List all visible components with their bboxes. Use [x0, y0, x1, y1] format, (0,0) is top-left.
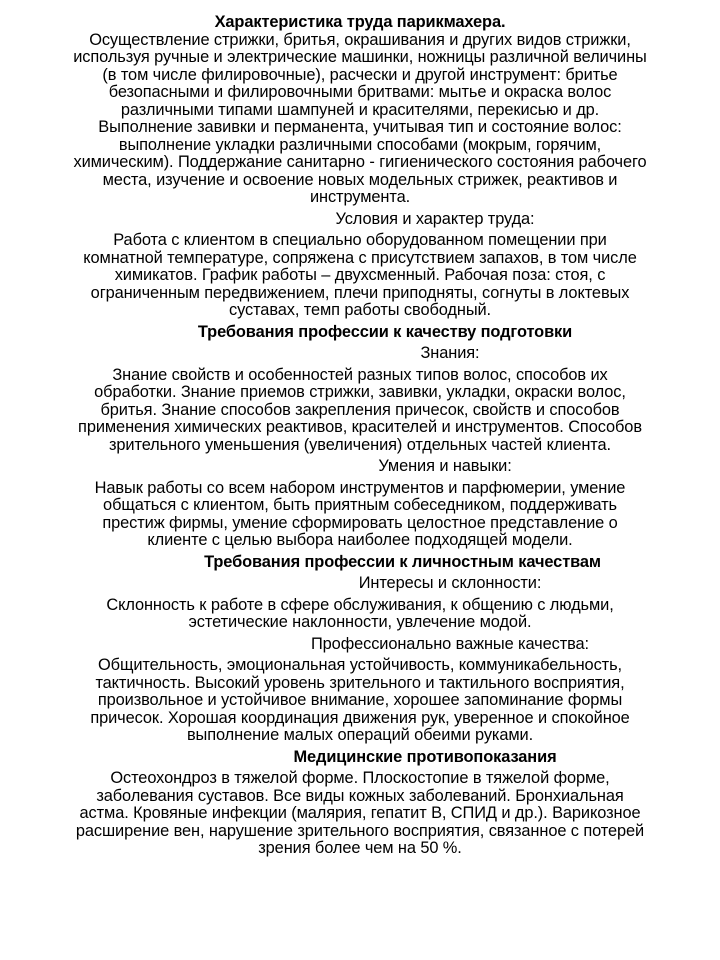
text-line: расширение вен, нарушение зрительного восприятия, связанное с потерей	[75, 821, 645, 840]
text-line: выполнение укладки различными способами (мокрым, горячим,	[118, 135, 602, 154]
paragraph-knowledge	[0, 367, 720, 455]
text-line: Работа с клиентом в специально оборудованном помещении при	[113, 231, 607, 249]
text-line: астма. Кровяные инфекции (малярия, гепатит В, СПИД и др.). Варикозное	[79, 804, 641, 822]
heading-skills: Умения и навыки:	[378, 457, 512, 475]
text-line: клиенте с целью выбора наиболее подходящей модели.	[147, 531, 573, 549]
text-line: различными типами шампуней и красителями, перекисью и др.	[120, 100, 600, 119]
text-line: обработки. Знание приемов стрижки, завивки, укладки, окраски волос,	[94, 383, 626, 401]
text-line: химическим). Поддержание санитарно - гигиенического состояния рабочего	[73, 153, 647, 171]
text-line: бритья. Знание способов закрепления причесок, свойств и способов	[100, 400, 620, 419]
text-line: комнатной температуре, сопряжена с присутствием запахов, в том числе	[83, 248, 637, 267]
text-line: выполнение малых операций обеими руками.	[186, 726, 534, 744]
text-line: (в том числе филировочные), расчески и другой инструмент: бритье	[102, 65, 618, 84]
text-line: Навык работы со всем набором инструментов и парфюмерии, умение	[94, 478, 626, 497]
text-line: тактичность. Высокий уровень зрительного и тактильного восприятия,	[95, 673, 625, 692]
text-line: зрения более чем на 50 %.	[258, 839, 462, 857]
document-title: Характеристика труда парикмахера.	[214, 13, 506, 31]
text-line: безопасными и филировочными бритвами: мытье и окраска волос	[108, 83, 612, 101]
text-line: Общительность, эмоциональная устойчивость, коммуникабельность,	[98, 656, 622, 674]
paragraph-conditions	[0, 232, 720, 320]
heading-medical: Медицинские противопоказания	[293, 747, 557, 766]
text-line: Выполнение завивки и перманента, учитывая тип и состояние волос:	[98, 118, 622, 136]
heading-training: Требования профессии к качеству подготовки	[197, 322, 573, 341]
text-line: престиж фирмы, умение сформировать целостное представление о	[102, 513, 618, 532]
text-line: химикатов. График работы – двухсменный. Рабочая поза: стоя, с	[114, 266, 606, 284]
heading-qualities: Профессионально важные качества:	[310, 634, 589, 653]
heading-conditions: Условия и характер труда:	[335, 209, 535, 228]
text-line: причесок. Хорошая координация движения рук, уверенное и спокойное	[90, 708, 630, 727]
text-line: применения химических реактивов, красителей и инструментов. Способов	[78, 418, 642, 436]
text-line: суставах, темп работы свободный.	[228, 301, 492, 319]
heading-personal: Требования профессии к личностным качествам	[204, 552, 601, 571]
text-line: используя ручные и электрические машинки, ножницы различной величины	[73, 48, 647, 66]
text-line: произвольное и устойчивое внимание, хорошее запоминание формы	[97, 691, 623, 709]
document-page	[0, 14, 720, 858]
text-line: Склонность к работе в сфере обслуживания, к общению с людьми,	[106, 595, 614, 614]
text-line: места, изучение и освоение новых модельных стрижек, реактивов и	[102, 170, 618, 189]
paragraph-qualities	[0, 657, 720, 745]
text-line: инструмента.	[309, 188, 411, 206]
paragraph-interests	[0, 597, 720, 632]
text-line: зрительного уменьшения (увеличения) отдельных частей клиента.	[108, 435, 612, 454]
text-line: Знание свойств и особенностей разных типов волос, способов их	[112, 365, 608, 384]
paragraph-job-description	[0, 32, 720, 207]
paragraph-medical	[0, 770, 720, 858]
text-line: Остеохондроз в тяжелой форме. Плоскостопие в тяжелой форме,	[110, 769, 610, 787]
text-line: Осуществление стрижки, бритья, окрашивания и других видов стрижки,	[89, 30, 631, 49]
text-line: общаться с клиентом, быть приятным собеседником, поддерживать	[103, 496, 617, 514]
heading-knowledge: Знания:	[420, 344, 480, 362]
text-line: эстетические наклонности, увлечение модой.	[188, 613, 532, 631]
paragraph-skills	[0, 480, 720, 550]
heading-interests: Интересы и склонности:	[358, 574, 542, 592]
text-line: ограниченным передвижением, плечи приподняты, согнуты в локтевых	[90, 283, 630, 302]
text-line: заболевания суставов. Все виды кожных заболеваний. Бронхиальная	[96, 786, 624, 805]
